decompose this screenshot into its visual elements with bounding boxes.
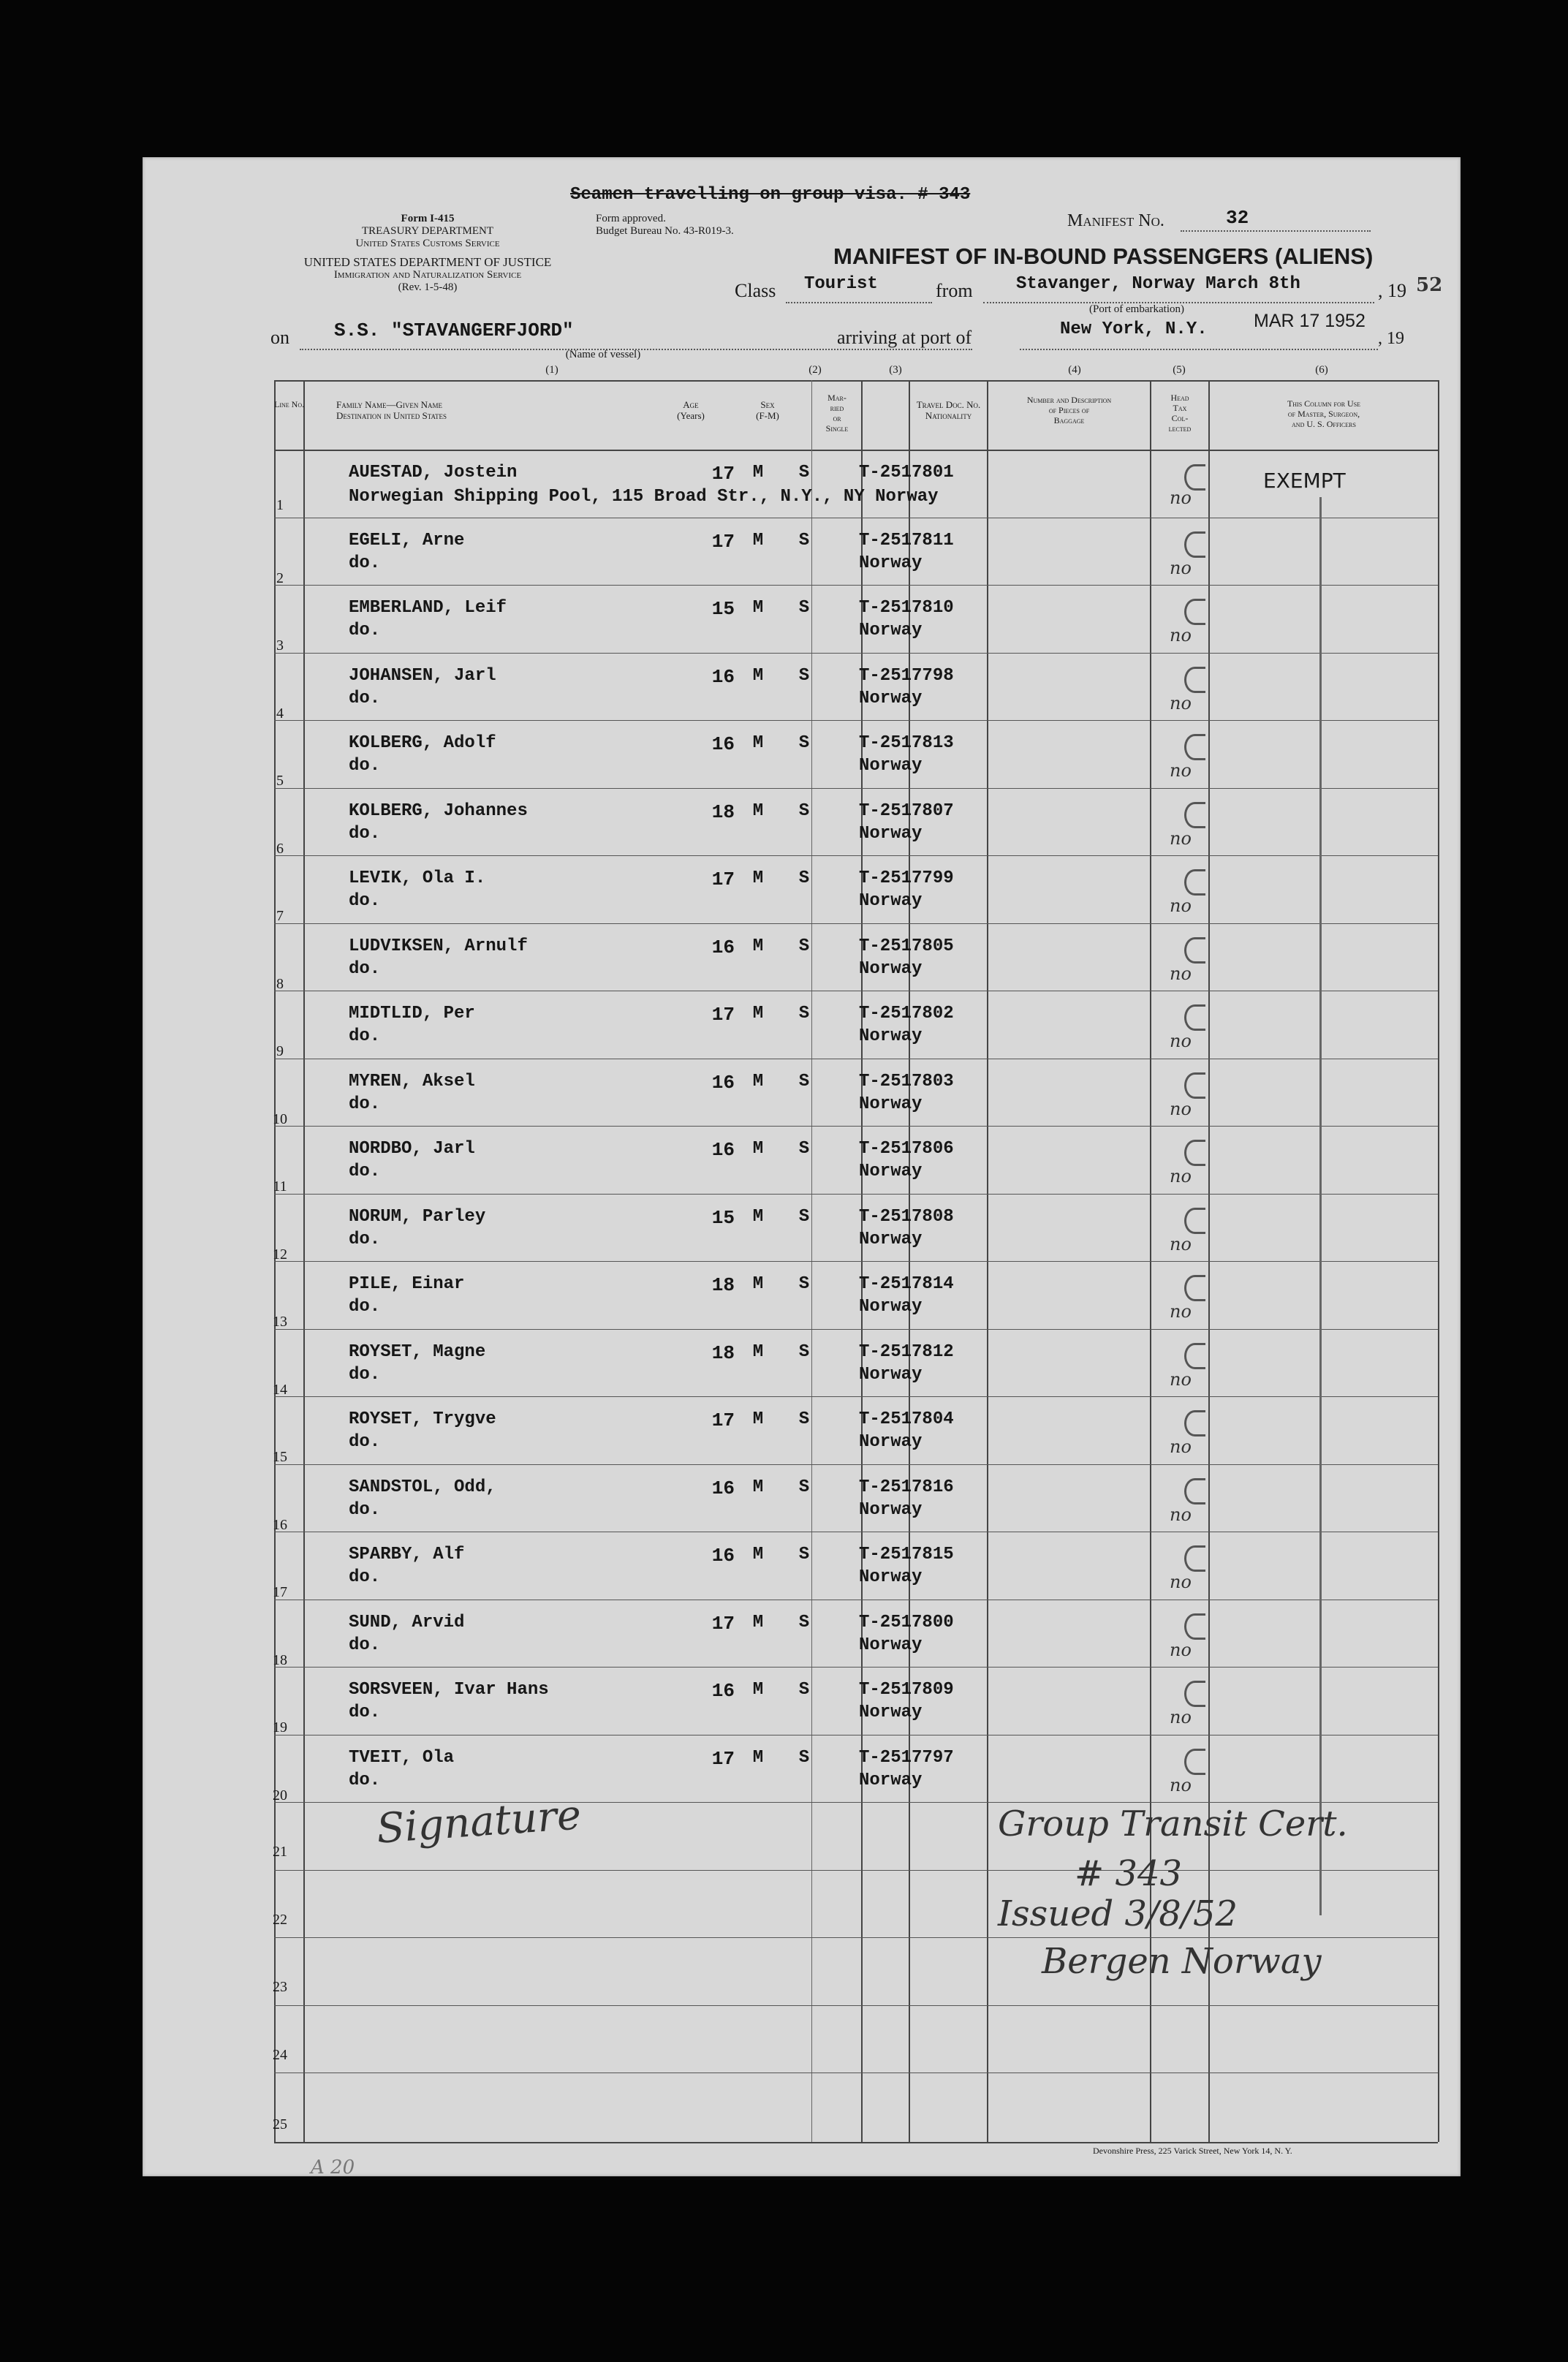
passenger-destination: Norwegian Shipping Pool, 115 Broad Str., N.Y., NY Norway: [349, 487, 939, 507]
col-num-6: (6): [1315, 364, 1328, 376]
travel-doc-number: T-2517808: [859, 1207, 954, 1227]
passenger-sex: M: [752, 463, 764, 482]
head-tax: no: [1170, 1707, 1192, 1727]
passenger-age: 18: [711, 1342, 735, 1364]
passenger-marital-status: S: [798, 1004, 810, 1023]
passenger-marital-status: S: [798, 666, 810, 686]
passenger-name: JOHANSEN, Jarl: [349, 666, 496, 686]
arrival-port: New York, N.Y.: [1060, 319, 1208, 339]
passenger-age: 17: [711, 463, 735, 485]
head-tax: no: [1170, 1166, 1192, 1186]
passenger-sex: M: [752, 1274, 764, 1294]
line-number: 18: [273, 1652, 287, 1668]
passenger-destination: do.: [349, 1567, 381, 1587]
exempt-note: EXEMPT: [1263, 469, 1346, 493]
ins-service: Immigration and Naturalization Service: [333, 269, 522, 281]
nationality: Norway: [859, 1432, 923, 1452]
line-number: 23: [273, 1979, 287, 1995]
vessel-name: S.S. "STAVANGERFJORD": [334, 319, 574, 341]
travel-doc-number: T-2517810: [859, 598, 954, 618]
tick-mark: [1184, 1613, 1205, 1640]
passenger-marital-status: S: [798, 1748, 810, 1768]
header-age: Age: [683, 399, 699, 410]
group-visa-line: Seamen travelling on group visa. # 343: [570, 185, 971, 205]
line-number: 16: [273, 1517, 287, 1533]
passenger-marital-status: S: [798, 1613, 810, 1632]
travel-doc-number: T-2517801: [859, 463, 954, 482]
passenger-marital-status: S: [798, 733, 810, 753]
head-tax: no: [1170, 1031, 1192, 1051]
passenger-age: 18: [711, 1274, 735, 1296]
cert-issued: Issued 3/8/52: [998, 1893, 1238, 1934]
nationality: Norway: [859, 621, 923, 640]
head-tax: no: [1170, 964, 1192, 984]
page-title: MANIFEST OF IN-BOUND PASSENGERS (ALIENS): [833, 243, 1374, 269]
passenger-destination: do.: [349, 1703, 381, 1722]
line-number: 5: [276, 773, 284, 789]
passenger-marital-status: S: [798, 801, 810, 821]
passenger-name: LUDVIKSEN, Arnulf: [349, 936, 528, 956]
head-tax: no: [1170, 1234, 1192, 1254]
passenger-destination: do.: [349, 756, 381, 776]
passenger-destination: do.: [349, 824, 381, 844]
passenger-marital-status: S: [798, 1274, 810, 1294]
tick-mark: [1184, 1140, 1205, 1166]
passenger-sex: M: [752, 868, 764, 888]
line-number: 1: [276, 497, 284, 513]
passenger-name: MYREN, Aksel: [349, 1072, 475, 1091]
line-number: 8: [276, 976, 284, 992]
line-number: 9: [276, 1043, 284, 1059]
passenger-name: KOLBERG, Adolf: [349, 733, 496, 753]
passenger-name: PILE, Einar: [349, 1274, 465, 1294]
nationality: Norway: [859, 1026, 923, 1046]
passenger-marital-status: S: [798, 1680, 810, 1700]
passenger-sex: M: [752, 1004, 764, 1023]
passenger-destination: do.: [349, 689, 381, 708]
line-number: 17: [273, 1584, 287, 1600]
passenger-marital-status: S: [798, 598, 810, 618]
tick-mark: [1184, 734, 1205, 760]
from-label: from: [936, 280, 973, 301]
header-married: Mar- ried or Single: [825, 393, 849, 434]
tick-mark: [1184, 464, 1205, 491]
col-num-3: (3): [889, 364, 902, 376]
passenger-sex: M: [752, 1207, 764, 1227]
head-tax: no: [1170, 625, 1192, 646]
form-number: Form I-415: [401, 213, 455, 224]
header-nationality: Nationality: [925, 410, 972, 421]
budget-bureau: Budget Bureau No. 43-R019-3.: [596, 225, 734, 237]
nationality: Norway: [859, 1365, 923, 1385]
tick-mark: [1184, 869, 1205, 896]
year-prefix: , 19: [1378, 280, 1406, 301]
travel-doc-number: T-2517805: [859, 936, 954, 956]
nationality: Norway: [859, 891, 923, 911]
tick-mark: [1184, 1545, 1205, 1572]
arrival-date-stamp: MAR 17 1952: [1254, 311, 1366, 331]
passenger-name: EGELI, Arne: [349, 531, 465, 550]
tick-mark: [1184, 667, 1205, 693]
passenger-destination: do.: [349, 553, 381, 573]
passenger-age: 18: [711, 801, 735, 823]
head-tax: no: [1170, 1504, 1192, 1525]
nationality: Norway: [859, 553, 923, 573]
header-officers: This Column for Use of Master, Surgeon, and U. S. Officers: [1287, 398, 1361, 429]
head-tax: no: [1170, 760, 1192, 781]
class-value: Tourist: [804, 274, 878, 294]
head-tax: no: [1170, 693, 1192, 713]
col-num-2: (2): [808, 364, 822, 376]
passenger-marital-status: S: [798, 1342, 810, 1362]
line-number: 12: [273, 1246, 287, 1263]
travel-doc-number: T-2517811: [859, 531, 954, 550]
nationality: Norway: [859, 689, 923, 708]
passenger-age: 17: [711, 1409, 735, 1431]
nationality: Norway: [859, 1297, 923, 1317]
line-number: 24: [273, 2047, 287, 2063]
passenger-marital-status: S: [798, 1477, 810, 1497]
header-travel-doc: Travel Doc. No.: [916, 399, 981, 410]
tick-mark: [1184, 531, 1205, 558]
manifest-label: Manifest No.: [1067, 211, 1164, 230]
tick-mark: [1184, 1749, 1205, 1775]
passenger-name: LEVIK, Ola I.: [349, 868, 486, 888]
passenger-name: AUESTAD, Jostein: [349, 463, 518, 482]
passenger-age: 15: [711, 598, 735, 620]
travel-doc-number: T-2517812: [859, 1342, 954, 1362]
passenger-name: NORDBO, Jarl: [349, 1139, 475, 1159]
head-tax: no: [1170, 1640, 1192, 1660]
passenger-marital-status: S: [798, 1545, 810, 1564]
nationality: Norway: [859, 1567, 923, 1587]
head-tax: no: [1170, 1301, 1192, 1322]
justice-dept: UNITED STATES DEPARTMENT OF JUSTICE: [303, 255, 552, 269]
travel-doc-number: T-2517802: [859, 1004, 954, 1023]
passenger-age: 15: [711, 1207, 735, 1229]
line-number: 7: [276, 908, 284, 924]
passenger-age: 16: [711, 936, 735, 958]
passenger-marital-status: S: [798, 1139, 810, 1159]
nationality: Norway: [859, 1771, 923, 1790]
head-tax: no: [1170, 1775, 1192, 1795]
passenger-age: 17: [711, 531, 735, 553]
passenger-sex: M: [752, 1342, 764, 1362]
passenger-name: ROYSET, Magne: [349, 1342, 486, 1362]
line-number: 14: [273, 1382, 287, 1398]
nationality: Norway: [859, 1703, 923, 1722]
head-tax: no: [1170, 1436, 1192, 1457]
passenger-sex: M: [752, 801, 764, 821]
port-embarkation-caption: (Port of embarkation): [1089, 303, 1184, 315]
passenger-age: 16: [711, 666, 735, 688]
nationality: Norway: [859, 824, 923, 844]
line-number: 2: [276, 570, 284, 586]
line-number: 6: [276, 841, 284, 857]
passenger-name: SORSVEEN, Ivar Hans: [349, 1680, 549, 1700]
passenger-destination: do.: [349, 959, 381, 979]
passenger-name: MIDTLID, Per: [349, 1004, 475, 1023]
line-number: 3: [276, 637, 284, 654]
passenger-sex: M: [752, 598, 764, 618]
header-line-no: Line No.: [274, 399, 305, 409]
passenger-age: 16: [711, 733, 735, 755]
head-tax: no: [1170, 1369, 1192, 1390]
passenger-marital-status: S: [798, 936, 810, 956]
cert-number: # 343: [1075, 1853, 1183, 1894]
passenger-name: TVEIT, Ola: [349, 1748, 455, 1768]
travel-doc-number: T-2517800: [859, 1613, 954, 1632]
passenger-marital-status: S: [798, 868, 810, 888]
tick-mark: [1184, 1478, 1205, 1504]
passenger-marital-status: S: [798, 1409, 810, 1429]
passenger-destination: do.: [349, 1365, 381, 1385]
travel-doc-number: T-2517807: [859, 801, 954, 821]
head-tax: no: [1170, 828, 1192, 849]
head-tax: no: [1170, 1099, 1192, 1119]
tick-mark: [1184, 937, 1205, 964]
travel-doc-number: T-2517804: [859, 1409, 954, 1429]
nationality: Norway: [859, 1094, 923, 1114]
tick-mark: [1184, 1208, 1205, 1234]
passenger-sex: M: [752, 1072, 764, 1091]
line-number: 20: [273, 1787, 287, 1803]
travel-doc-number: T-2517798: [859, 666, 954, 686]
group-transit-cert: Group Transit Cert.: [998, 1803, 1348, 1844]
head-tax: no: [1170, 896, 1192, 916]
nationality: Norway: [859, 1635, 923, 1655]
customs-service: United States Customs Service: [355, 238, 500, 249]
travel-doc-number: T-2517803: [859, 1072, 954, 1091]
passenger-sex: M: [752, 936, 764, 956]
passenger-name: NORUM, Parley: [349, 1207, 486, 1227]
passenger-name: SPARBY, Alf: [349, 1545, 465, 1564]
nationality: Norway: [859, 1162, 923, 1181]
vessel-caption: (Name of vessel): [565, 349, 641, 360]
col-num-1: (1): [545, 364, 558, 376]
printer-imprint: Devonshire Press, 225 Varick Street, New York 14, N. Y.: [1093, 2146, 1292, 2156]
passenger-age: 16: [711, 1477, 735, 1499]
revision: (Rev. 1-5-48): [398, 281, 458, 293]
passenger-age: 17: [711, 1613, 735, 1635]
travel-doc-number: T-2517814: [859, 1274, 954, 1294]
passenger-destination: do.: [349, 1771, 381, 1790]
passenger-destination: do.: [349, 1635, 381, 1655]
header-baggage: Number and Description of Pieces of Baggage: [1026, 395, 1112, 425]
passenger-name: SANDSTOL, Odd,: [349, 1477, 496, 1497]
tick-mark: [1184, 802, 1205, 828]
col-num-4: (4): [1068, 364, 1081, 376]
tick-mark: [1184, 1343, 1205, 1369]
passenger-name: KOLBERG, Johannes: [349, 801, 528, 821]
cert-place: Bergen Norway: [1042, 1941, 1322, 1982]
passenger-age: 16: [711, 1139, 735, 1161]
treasury-dept: TREASURY DEPARTMENT: [361, 225, 494, 237]
passenger-sex: M: [752, 1545, 764, 1564]
header-name: Family Name—Given Name: [336, 399, 442, 410]
passenger-age: 17: [711, 1748, 735, 1770]
passenger-destination: do.: [349, 621, 381, 640]
passenger-name: ROYSET, Trygve: [349, 1409, 496, 1429]
arriving-label: arriving at port of: [837, 327, 972, 348]
passenger-marital-status: S: [798, 531, 810, 550]
passenger-sex: M: [752, 733, 764, 753]
line-number: 10: [273, 1111, 287, 1127]
on-label: on: [270, 327, 289, 348]
passenger-marital-status: S: [798, 463, 810, 482]
nationality: Norway: [859, 1500, 923, 1520]
travel-doc-number: T-2517813: [859, 733, 954, 753]
nationality: Norway: [859, 756, 923, 776]
passenger-destination: do.: [349, 891, 381, 911]
head-tax: no: [1170, 558, 1192, 578]
travel-doc-number: T-2517809: [859, 1680, 954, 1700]
form-approved: Form approved.: [596, 213, 666, 224]
passenger-sex: M: [752, 1680, 764, 1700]
passenger-destination: do.: [349, 1432, 381, 1452]
passenger-age: 16: [711, 1680, 735, 1702]
nationality: Norway: [859, 1230, 923, 1249]
passenger-destination: do.: [349, 1297, 381, 1317]
travel-doc-number: T-2517816: [859, 1477, 954, 1497]
passenger-sex: M: [752, 1613, 764, 1632]
passenger-marital-status: S: [798, 1072, 810, 1091]
passenger-age: 16: [711, 1545, 735, 1567]
passenger-sex: M: [752, 1748, 764, 1768]
line-number: 13: [273, 1314, 287, 1330]
passenger-age: 17: [711, 868, 735, 890]
passenger-name: SUND, Arvid: [349, 1613, 465, 1632]
passenger-sex: M: [752, 666, 764, 686]
travel-doc-number: T-2517799: [859, 868, 954, 888]
line-number: 21: [273, 1844, 287, 1860]
passenger-sex: M: [752, 1409, 764, 1429]
tick-mark: [1184, 1072, 1205, 1099]
line-number: 19: [273, 1719, 287, 1735]
year-value: 52: [1416, 274, 1443, 296]
header-destination: Destination in United States: [336, 410, 447, 421]
travel-doc-number: T-2517806: [859, 1139, 954, 1159]
passenger-name: EMBERLAND, Leif: [349, 598, 507, 618]
line-number: 11: [273, 1178, 287, 1195]
passenger-sex: M: [752, 531, 764, 550]
passenger-marital-status: S: [798, 1207, 810, 1227]
header-head-tax: Head Tax Col- lected: [1168, 393, 1192, 434]
signature: Signature: [375, 1791, 583, 1853]
exempt-bracket: [1319, 497, 1322, 1915]
tick-mark: [1184, 1681, 1205, 1707]
line-number: 25: [273, 2116, 287, 2132]
class-label: Class: [735, 280, 776, 301]
line-number: 15: [273, 1449, 287, 1465]
passenger-age: 16: [711, 1072, 735, 1094]
col-num-5: (5): [1173, 364, 1186, 376]
passenger-destination: do.: [349, 1026, 381, 1046]
header-sex: Sex: [760, 399, 775, 410]
passenger-sex: M: [752, 1477, 764, 1497]
port-of-embarkation: Stavanger, Norway March 8th: [1016, 274, 1300, 294]
manifest-sheet: [143, 157, 1461, 2179]
header-sex-fm: (F-M): [756, 410, 779, 421]
passenger-age: 17: [711, 1004, 735, 1026]
passenger-sex: M: [752, 1139, 764, 1159]
passenger-destination: do.: [349, 1500, 381, 1520]
travel-doc-number: T-2517797: [859, 1748, 954, 1768]
passenger-destination: do.: [349, 1094, 381, 1114]
tick-mark: [1184, 1004, 1205, 1031]
head-tax: no: [1170, 1572, 1192, 1592]
header-age-years: (Years): [677, 410, 705, 421]
passenger-destination: do.: [349, 1230, 381, 1249]
tick-mark: [1184, 1410, 1205, 1436]
travel-doc-number: T-2517815: [859, 1545, 954, 1564]
tick-mark: [1184, 599, 1205, 625]
manifest-number: 32: [1226, 207, 1249, 229]
nationality: Norway: [859, 959, 923, 979]
year-prefix-2: , 19: [1378, 329, 1404, 348]
tick-mark: [1184, 1275, 1205, 1301]
head-tax: no: [1170, 488, 1192, 508]
margin-note: A 20: [311, 2157, 355, 2179]
line-number: 4: [276, 705, 284, 722]
passenger-destination: do.: [349, 1162, 381, 1181]
line-number: 22: [273, 1912, 287, 1928]
